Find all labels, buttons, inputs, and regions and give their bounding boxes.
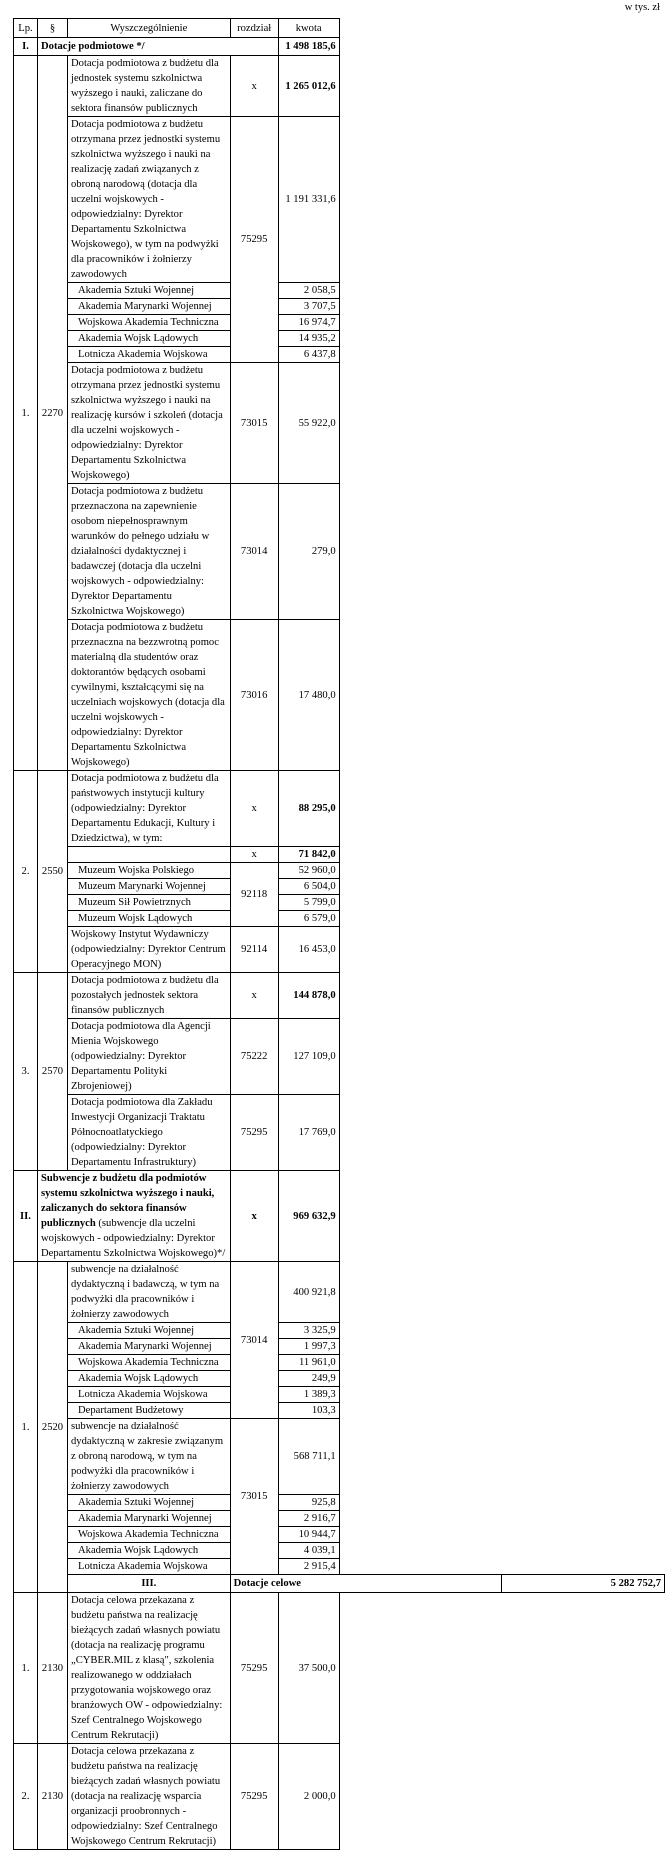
list-item [14, 315, 665, 331]
list-item [14, 347, 665, 363]
row-lp: 3. [14, 973, 38, 1171]
list-item [14, 879, 665, 895]
header-par: § [38, 19, 68, 38]
row-kwota: 16 453,0 [278, 927, 339, 973]
row-kwota: 1 191 331,6 [278, 117, 339, 283]
unit-label: w tys. zł [624, 2, 660, 13]
section-title-bold: Subwencje z budżetu dla podmiotów systemu szkolnictwa wyższego i nauki, zaliczanych do sektora finansów publicznych [41, 1173, 215, 1229]
item-name: Akademia Sztuki Wojennej [68, 1495, 231, 1511]
row-rozdzial: 75295 [230, 117, 278, 363]
row-kwota: 400 921,8 [278, 1262, 339, 1323]
table-row [14, 1095, 665, 1171]
row-desc: subwencje na działalność dydaktyczną w zakresie związanym z obroną narodową, w tym na podwyżki dla pracowników i żołnierzy zawodowych [68, 1419, 231, 1495]
row-kwota: 71 842,0 [278, 847, 339, 863]
row-rozdzial: 75295 [230, 1744, 278, 1850]
item-kwota: 16 974,7 [278, 315, 339, 331]
row-kwota: 55 922,0 [278, 363, 339, 484]
list-item [14, 1495, 665, 1511]
row-lp: 2. [14, 1744, 38, 1850]
item-name: Lotnicza Akademia Wojskowa [68, 347, 231, 363]
item-kwota: 1 389,3 [278, 1387, 339, 1403]
list-item [14, 1355, 665, 1371]
item-kwota: 2 915,4 [278, 1559, 339, 1575]
row-rozdzial: 75295 [230, 1095, 278, 1171]
list-item [14, 1403, 665, 1419]
item-kwota: 6 437,8 [278, 347, 339, 363]
row-desc: Dotacja podmiotowa z budżetu przeznaczna na bezzwrotną pomoc materialną dla studentów oraz doktorantów będących osobami cywilnymi, kształcącymi się na uczelniach wojskowych (dotacja dla uczelni wojskowych - odpowiedzialny: Dyrektor Departamentu Szkolnictwa Wojskowego) [68, 620, 231, 771]
table-row [14, 117, 665, 283]
row-kwota: 88 295,0 [278, 771, 339, 847]
list-item [14, 911, 665, 927]
section-title-rest: (subwencje dla uczelni wojskowych - odpowiedzialny: Dyrektor Departamentu Szkolnictwa Wojskowego)*/ [41, 1218, 226, 1259]
row-par: 2130 [38, 1593, 68, 1744]
section-row [14, 38, 665, 56]
header-rozdzial: rozdział [230, 19, 278, 38]
header-desc: Wyszczególnienie [68, 19, 231, 38]
row-par: 2270 [38, 56, 68, 771]
item-kwota: 2 916,7 [278, 1511, 339, 1527]
row-desc: Dotacja podmiotowa dla Zakładu Inwestycji Organizacji Traktatu Północnoatlatyckiego (odpowiedzialny: Dyrektor Departamentu Infrastruktury) [68, 1095, 231, 1171]
row-desc: subwencje na działalność dydaktyczną i badawczą, w tym na podwyżki dla pracowników i żołnierzy zawodowych [68, 1262, 231, 1323]
row-rozdzial: 92114 [230, 927, 278, 973]
row-desc: Dotacja podmiotowa z budżetu dla państwowych instytucji kultury (odpowiedzialny: Dyrektor Departamentu Edukacji, Kultury i Dziedzictwa), w tym: [68, 771, 231, 847]
row-desc: Dotacja podmiotowa z budżetu przeznaczona na zapewnienie osobom niepełnosprawnym warunków do pełnego udziału w działalności dydaktycznej i badawczej (dotacja dla uczelni wojskowych - odpowiedzialny: Dyrektor Departamentu Szkolnictwa Wojskowego) [68, 484, 231, 620]
row-kwota: 279,0 [278, 484, 339, 620]
row-rozdzial: 73016 [230, 620, 278, 771]
section-rozdzial: x [230, 1171, 278, 1262]
item-kwota: 3 325,9 [278, 1323, 339, 1339]
item-kwota: 249,9 [278, 1371, 339, 1387]
row-lp: 2. [14, 771, 38, 973]
item-name: Akademia Marynarki Wojennej [68, 1339, 231, 1355]
item-name: Akademia Marynarki Wojennej [68, 299, 231, 315]
row-kwota: 568 711,1 [278, 1419, 339, 1495]
row-kwota: 127 109,0 [278, 1019, 339, 1095]
item-kwota: 2 058,5 [278, 283, 339, 299]
item-name: Muzeum Wojsk Lądowych [68, 911, 231, 927]
item-kwota: 1 997,3 [278, 1339, 339, 1355]
row-rozdzial: x [230, 56, 278, 117]
item-kwota: 6 504,0 [278, 879, 339, 895]
row-desc: Dotacja podmiotowa z budżetu otrzymana przez jednostki systemu szkolnictwa wyższego i nauki na realizację zadań związanych z obroną narodową (dotacja dla uczelni wojskowych - odpowiedzialny: Dyrektor Departamentu Szkolnictwa Wojskowego), w tym na podwyżki dla pracowników i żołnierzy zawodowych [68, 117, 231, 283]
table-row [14, 1593, 665, 1744]
row-kwota: 17 480,0 [278, 620, 339, 771]
row-lp: 1. [14, 1262, 38, 1593]
item-name: Lotnicza Akademia Wojskowa [68, 1387, 231, 1403]
section-lp: I. [14, 38, 38, 56]
table-row [14, 363, 665, 484]
item-name: Wojskowa Akademia Techniczna [68, 315, 231, 331]
item-name: Departament Budżetowy [68, 1403, 231, 1419]
row-lp: 1. [14, 56, 38, 771]
row-kwota: 144 878,0 [278, 973, 339, 1019]
header-lp: Lp. [14, 19, 38, 38]
section-lp: II. [14, 1171, 38, 1262]
row-par: 2570 [38, 973, 68, 1171]
item-kwota: 6 579,0 [278, 911, 339, 927]
row-desc: Dotacja podmiotowa z budżetu dla jednostek systemu szkolnictwa wyższego i nauki, zaliczane do sektora finansów publicznych [68, 56, 231, 117]
item-name: Lotnicza Akademia Wojskowa [68, 1559, 231, 1575]
list-item [14, 283, 665, 299]
section-lp: III. [68, 1575, 231, 1593]
section-kwota: 969 632,9 [278, 1171, 339, 1262]
row-rozdzial: 75222 [230, 1019, 278, 1095]
row-desc: Dotacja podmiotowa dla Agencji Mienia Wojskowego (odpowiedzialny: Dyrektor Departamentu Polityki Zbrojeniowej) [68, 1019, 231, 1095]
row-rozdzial: 73015 [230, 1419, 278, 1575]
item-kwota: 14 935,2 [278, 331, 339, 347]
table-row [14, 771, 665, 847]
item-kwota: 52 960,0 [278, 863, 339, 879]
item-name: Muzeum Wojska Polskiego [68, 863, 231, 879]
row-desc: Dotacja celowa przekazana z budżetu państwa na realizację bieżących zadań własnych powiatu (dotacja na realizację wsparcia organizacji proobronnych - odpowiedzialny: Szef Centralnego Wojskowego Centrum Rekrutacji) [68, 1744, 231, 1850]
table-row [14, 1744, 665, 1850]
item-name: Wojskowa Akademia Techniczna [68, 1527, 231, 1543]
row-lp: 1. [14, 1593, 38, 1744]
row-kwota: 1 265 012,6 [278, 56, 339, 117]
row-par: 2520 [38, 1262, 68, 1593]
section-title: Dotacje celowe [230, 1575, 502, 1593]
list-item [14, 1371, 665, 1387]
item-name: Muzeum Marynarki Wojennej [68, 879, 231, 895]
list-item [14, 331, 665, 347]
row-desc: Dotacja podmiotowa z budżetu otrzymana przez jednostki systemu szkolnictwa wyższego i nauki na realizację kursów i szkoleń (dotacja dla uczelni wojskowych - odpowiedzialny: Dyrektor Departamentu Szkolnictwa Wojskowego) [68, 363, 231, 484]
row-rozdzial: 92118 [230, 863, 278, 927]
item-kwota: 103,3 [278, 1403, 339, 1419]
item-kwota: 925,8 [278, 1495, 339, 1511]
row-desc: Dotacja celowa przekazana z budżetu państwa na realizację bieżących zadań własnych powiatu (dotacja na realizację programu „CYBER.MIL z klasą", szkolenia realizowanego w oddziałach przygotowania wojskowego oraz branżowych OW - odpowiedzialny: Szef Centralnego Wojskowego Centrum Rekrutacji) [68, 1593, 231, 1744]
list-item [14, 299, 665, 315]
header-kwota: kwota [278, 19, 339, 38]
list-item [14, 1559, 665, 1575]
row-rozdzial: 73014 [230, 484, 278, 620]
table-row [14, 56, 665, 117]
list-item [14, 895, 665, 911]
item-name: Akademia Sztuki Wojennej [68, 283, 231, 299]
item-name: Akademia Sztuki Wojennej [68, 1323, 231, 1339]
table-row [14, 847, 665, 863]
section-title [38, 1171, 231, 1262]
item-name: Akademia Marynarki Wojennej [68, 1511, 231, 1527]
row-kwota: 2 000,0 [278, 1744, 339, 1850]
row-rozdzial: x [230, 973, 278, 1019]
list-item [14, 1543, 665, 1559]
item-kwota: 10 944,7 [278, 1527, 339, 1543]
table-row [14, 484, 665, 620]
item-name: Akademia Wojsk Lądowych [68, 1371, 231, 1387]
section-title: Dotacje podmiotowe */ [38, 38, 279, 56]
section-row [14, 1575, 665, 1593]
section-kwota: 5 282 752,7 [502, 1575, 665, 1593]
table-row [14, 620, 665, 771]
item-name: Muzeum Sił Powietrznych [68, 895, 231, 911]
row-desc: Dotacja podmiotowa z budżetu dla pozostałych jednostek sektora finansów publicznych [68, 973, 231, 1019]
header-row [14, 19, 665, 38]
row-rozdzial: x [230, 847, 278, 863]
list-item [14, 1339, 665, 1355]
row-rozdzial: 73014 [230, 1262, 278, 1419]
row-par: 2550 [38, 771, 68, 973]
row-rozdzial: x [230, 771, 278, 847]
row-desc [68, 847, 231, 863]
table-row [14, 927, 665, 973]
list-item [14, 1527, 665, 1543]
section-kwota: 1 498 185,6 [278, 38, 339, 56]
row-rozdzial: 73015 [230, 363, 278, 484]
item-kwota: 11 961,0 [278, 1355, 339, 1371]
item-kwota: 3 707,5 [278, 299, 339, 315]
row-kwota: 37 500,0 [278, 1593, 339, 1744]
item-kwota: 4 039,1 [278, 1543, 339, 1559]
item-kwota: 5 799,0 [278, 895, 339, 911]
row-par: 2130 [38, 1744, 68, 1850]
table-row [14, 1019, 665, 1095]
item-name: Akademia Wojsk Lądowych [68, 1543, 231, 1559]
item-name: Wojskowa Akademia Techniczna [68, 1355, 231, 1371]
row-rozdzial: 75295 [230, 1593, 278, 1744]
list-item [14, 863, 665, 879]
table-row [14, 973, 665, 1019]
budget-table [13, 18, 665, 1850]
item-name: Akademia Wojsk Lądowych [68, 331, 231, 347]
list-item [14, 1387, 665, 1403]
table-row [14, 1419, 665, 1495]
section-row [14, 1171, 665, 1262]
row-desc: Wojskowy Instytut Wydawniczy (odpowiedzialny: Dyrektor Centrum Operacyjnego MON) [68, 927, 231, 973]
table-row [14, 1262, 665, 1323]
row-kwota: 17 769,0 [278, 1095, 339, 1171]
list-item [14, 1323, 665, 1339]
list-item [14, 1511, 665, 1527]
